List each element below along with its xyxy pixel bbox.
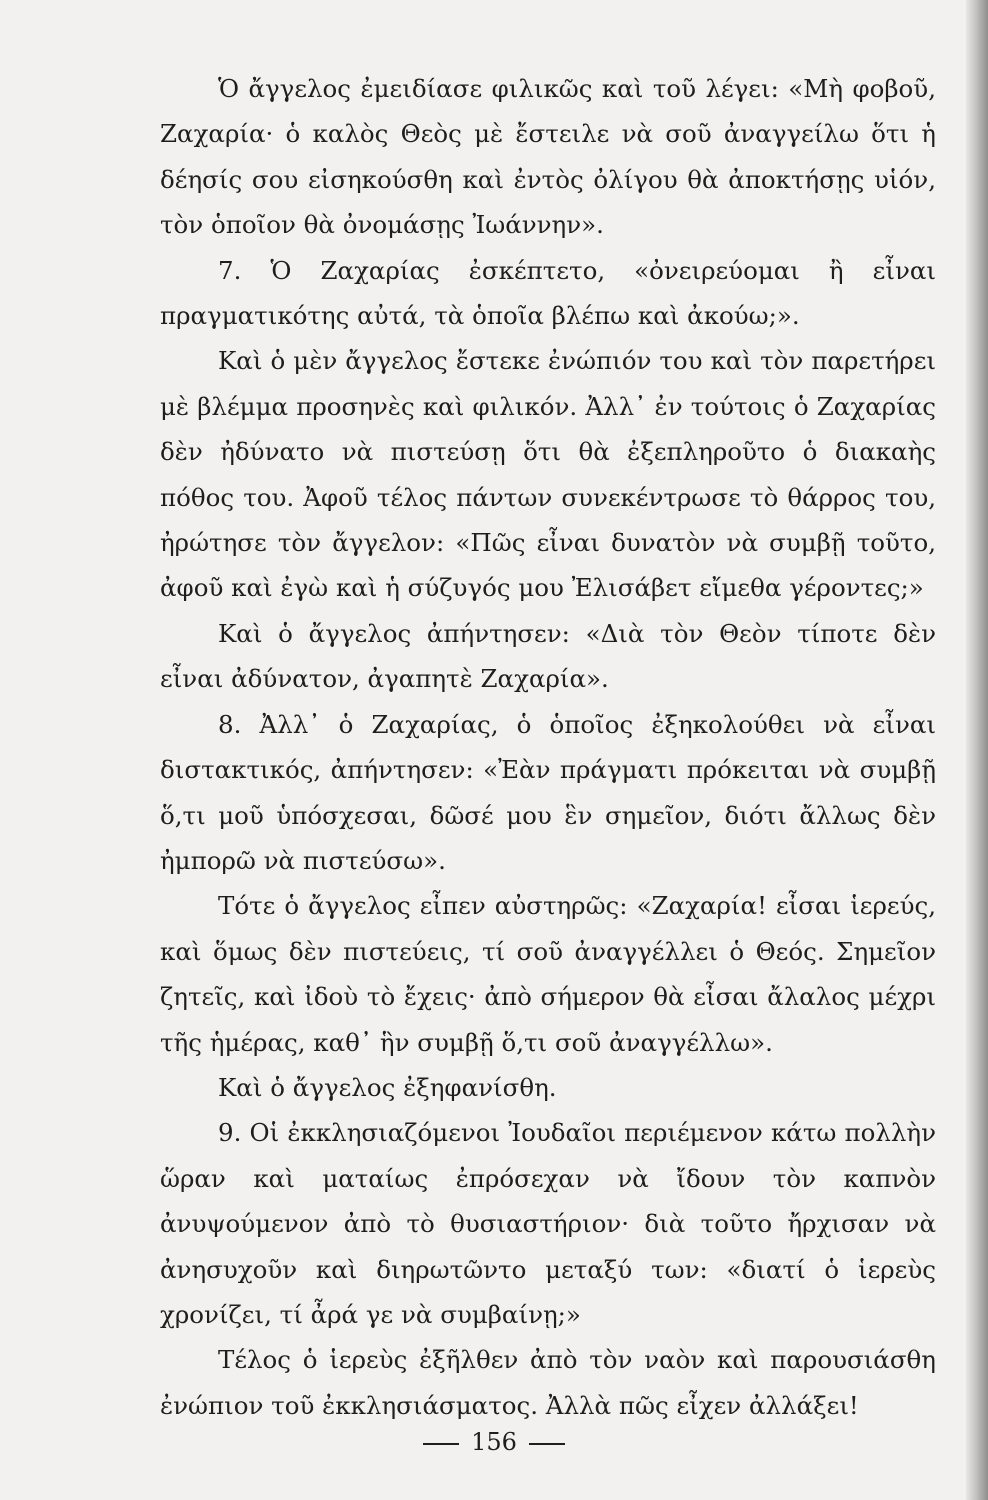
paragraph: Καὶ ὁ μὲν ἄγγελος ἔστεκε ἐνώπιόν του καὶ τὸν παρετήρει μὲ βλέμμα προσηνὲς καὶ φιλικόν. Ἀλλ᾿ ἐν τούτοις ὁ Ζαχαρίας δὲν ἠδύνατο νὰ πιστεύσῃ ὅτι θὰ ἐξεπληροῦτο ὁ διακαὴς πόθος του. Ἀφοῦ τέλος πάντων συνεκέντρωσε τὸ θάρρος του, ἠρώτησε τὸν ἄγγελον: «Πῶς εἶναι δυνατὸν νὰ συμβῇ τοῦτο, ἀφοῦ καὶ ἐγὼ καὶ ἡ σύζυγός μου Ἐλισάβετ εἴμεθα γέροντες;» bbox=[160, 346, 936, 603]
page-number: 156 bbox=[471, 1428, 517, 1456]
paragraph: Καὶ ὁ ἄγγελος ἐξηφανίσθη. bbox=[218, 1072, 557, 1102]
page-number-footer bbox=[0, 1428, 988, 1456]
paragraph: 8. Ἀλλ᾿ ὁ Ζαχαρίας, ὁ ὁποῖος ἐξηκολούθει νὰ εἶναι διστακτικός, ἀπήντησεν: «Ἐὰν πράγματι πρόκειται νὰ συμβῇ ὅ,τι μοῦ ὑπόσχεσαι, δῶσέ μου ἓν σημεῖον, διότι ἄλλως δὲν ἠμπορῶ νὰ πιστεύσω». bbox=[160, 709, 936, 875]
body-text bbox=[160, 66, 936, 1428]
page-edge-shadow bbox=[966, 0, 988, 1500]
paragraph: 9. Οἱ ἐκκλησιαζόμενοι Ἰουδαῖοι περιέμενον κάτω πολλὴν ὥραν καὶ ματαίως ἐπρόσεχαν νὰ ἴδουν τὸν καπνὸν ἀνυψούμενον ἀπὸ τὸ θυσιαστήριον· διὰ τοῦτο ἤρχισαν νὰ ἀνησυχοῦν καὶ διηρωτῶντο μεταξύ των: «διατί ὁ ἱερεὺς χρονίζει, τί ἆρά γε νὰ συμβαίνῃ;» bbox=[160, 1118, 936, 1329]
dash-right bbox=[529, 1443, 565, 1445]
paragraph: Ὁ ἄγγελος ἐμειδίασε φιλικῶς καὶ τοῦ λέγει: «Μὴ φοβοῦ, Ζαχαρία· ὁ καλὸς Θεὸς μὲ ἔστειλε νὰ σοῦ ἀναγγείλω ὅτι ἡ δέησίς σου εἰσηκούσθη καὶ ἐντὸς ὀλίγου θὰ ἀποκτήσῃς υἱόν, τὸν ὁποῖον θὰ ὀνομάσῃς Ἰωάννην». bbox=[160, 74, 936, 240]
dash-left bbox=[423, 1443, 459, 1445]
paragraph: Καὶ ὁ ἄγγελος ἀπήντησεν: «Διὰ τὸν Θεὸν τίποτε δὲν εἶναι ἀδύνατον, ἀγαπητὲ Ζαχαρία». bbox=[160, 618, 936, 694]
paragraph: 7. Ὁ Ζαχαρίας ἐσκέπτετο, «ὀνειρεύομαι ἢ εἶναι πραγματικότης αὐτά, τὰ ὁποῖα βλέπω καὶ ἀκούω;». bbox=[160, 255, 936, 331]
paragraph: Τότε ὁ ἄγγελος εἶπεν αὐστηρῶς: «Ζαχαρία! εἶσαι ἱερεύς, καὶ ὅμως δὲν πιστεύεις, τί σοῦ ἀναγγέλλει ὁ Θεός. Σημεῖον ζητεῖς, καὶ ἰδοὺ τὸ ἔχεις· ἀπὸ σήμερον θὰ εἶσαι ἄλαλος μέχρι τῆς ἡμέρας, καθ᾿ ἣν συμβῇ ὅ,τι σοῦ ἀναγγέλλω». bbox=[160, 891, 936, 1057]
paragraph: Τέλος ὁ ἱερεὺς ἐξῆλθεν ἀπὸ τὸν ναὸν καὶ παρουσιάσθη ἐνώπιον τοῦ ἐκκλησιάσματος. Ἀλλὰ πῶς εἶχεν ἀλλάξει! bbox=[160, 1345, 936, 1420]
